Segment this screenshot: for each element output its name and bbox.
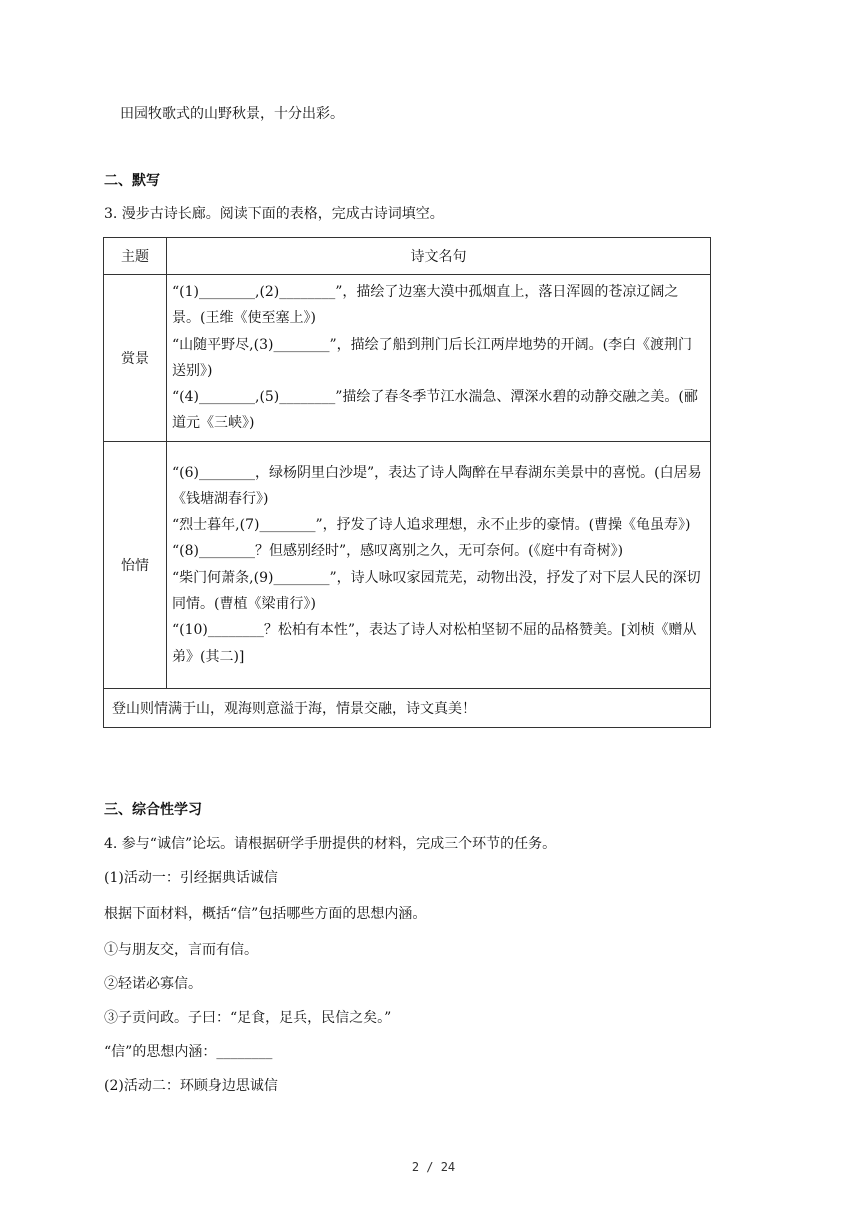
header-content: 诗文名句 xyxy=(167,238,711,275)
poem-entry: “(8)________？但感别经时”，感叹离别之久，无可奈何。(《庭中有奇树》) xyxy=(172,543,624,560)
row-theme-emotion: 怡情 xyxy=(104,441,167,688)
poem-table xyxy=(103,237,711,728)
poem-entry: “柴门何萧条,(9)________”，诗人咏叹家园荒芜，动物出没，抒发了对下层人民的深切同情。(曹植《梁甫行》) xyxy=(172,569,701,613)
activity-1-title: (1)活动一：引经据典话诚信 xyxy=(104,870,278,886)
table-header-row xyxy=(104,238,711,275)
section-heading-dictation: 二、默写 xyxy=(104,173,160,189)
poem-entry: “(6)________，绿杨阴里白沙堤”，表达了诗人陶醉在早春湖东美景中的喜悦。(白居易《钱塘湖春行》) xyxy=(172,464,702,507)
table-row xyxy=(104,441,711,688)
poem-entry: “山随平野尽,(3)________”，描绘了船到荆门后长江两岸地势的开阔。(李白《渡荆门送别》) xyxy=(172,336,693,379)
header-theme: 主题 xyxy=(104,238,167,275)
material-2: ②轻诺必寡信。 xyxy=(104,976,202,992)
section-heading-comprehensive: 三、综合性学习 xyxy=(104,802,202,818)
poem-entry: “(4)________,(5)________”描绘了春冬季节江水湍急、潭深水碧的动静交融之美。(郦道元《三峡》) xyxy=(172,389,698,432)
table-row xyxy=(104,275,711,442)
question-3: 3. 漫步古诗长廊。阅读下面的表格，完成古诗词填空。 xyxy=(104,206,444,222)
answer-label: “信”的思想内涵：________ xyxy=(104,1044,273,1060)
table-footer-row xyxy=(104,688,711,727)
question-4: 4. 参与“诚信”论坛。请根据研学手册提供的材料，完成三个环节的任务。 xyxy=(104,836,557,852)
poem-entry: “烈士暮年,(7)________”，抒发了诗人追求理想，永不止步的豪情。(曹操《龟虽寿》) xyxy=(172,517,691,534)
material-1: ①与朋友交，言而有信。 xyxy=(104,942,258,958)
page-number: 2 / 24 xyxy=(411,1160,456,1174)
row-theme-scenery: 赏景 xyxy=(104,275,167,442)
poem-entry: “(1)________,(2)________”，描绘了边塞大漠中孤烟直上，落日浑圆的苍凉辽阔之景。(王维《使至塞上》) xyxy=(172,284,679,327)
row-content-scenery xyxy=(167,275,711,442)
intro-line: 田园牧歌式的山野秋景，十分出彩。 xyxy=(120,106,344,122)
activity-2-title: (2)活动二：环顾身边思诚信 xyxy=(104,1078,278,1094)
material-3: ③子贡问政。子曰：“足食，足兵，民信之矣。” xyxy=(104,1010,392,1026)
row-content-emotion xyxy=(167,441,711,688)
poem-entry: “(10)________？松柏有本性”，表达了诗人对松柏坚韧不屈的品格赞美。[刘桢《赠从弟》(其二)] xyxy=(172,622,697,665)
instruction-text: 根据下面材料，概括“信”包括哪些方面的思想内涵。 xyxy=(104,906,427,922)
table-footer-text: 登山则情满于山，观海则意溢于海，情景交融，诗文真美！ xyxy=(104,688,711,727)
